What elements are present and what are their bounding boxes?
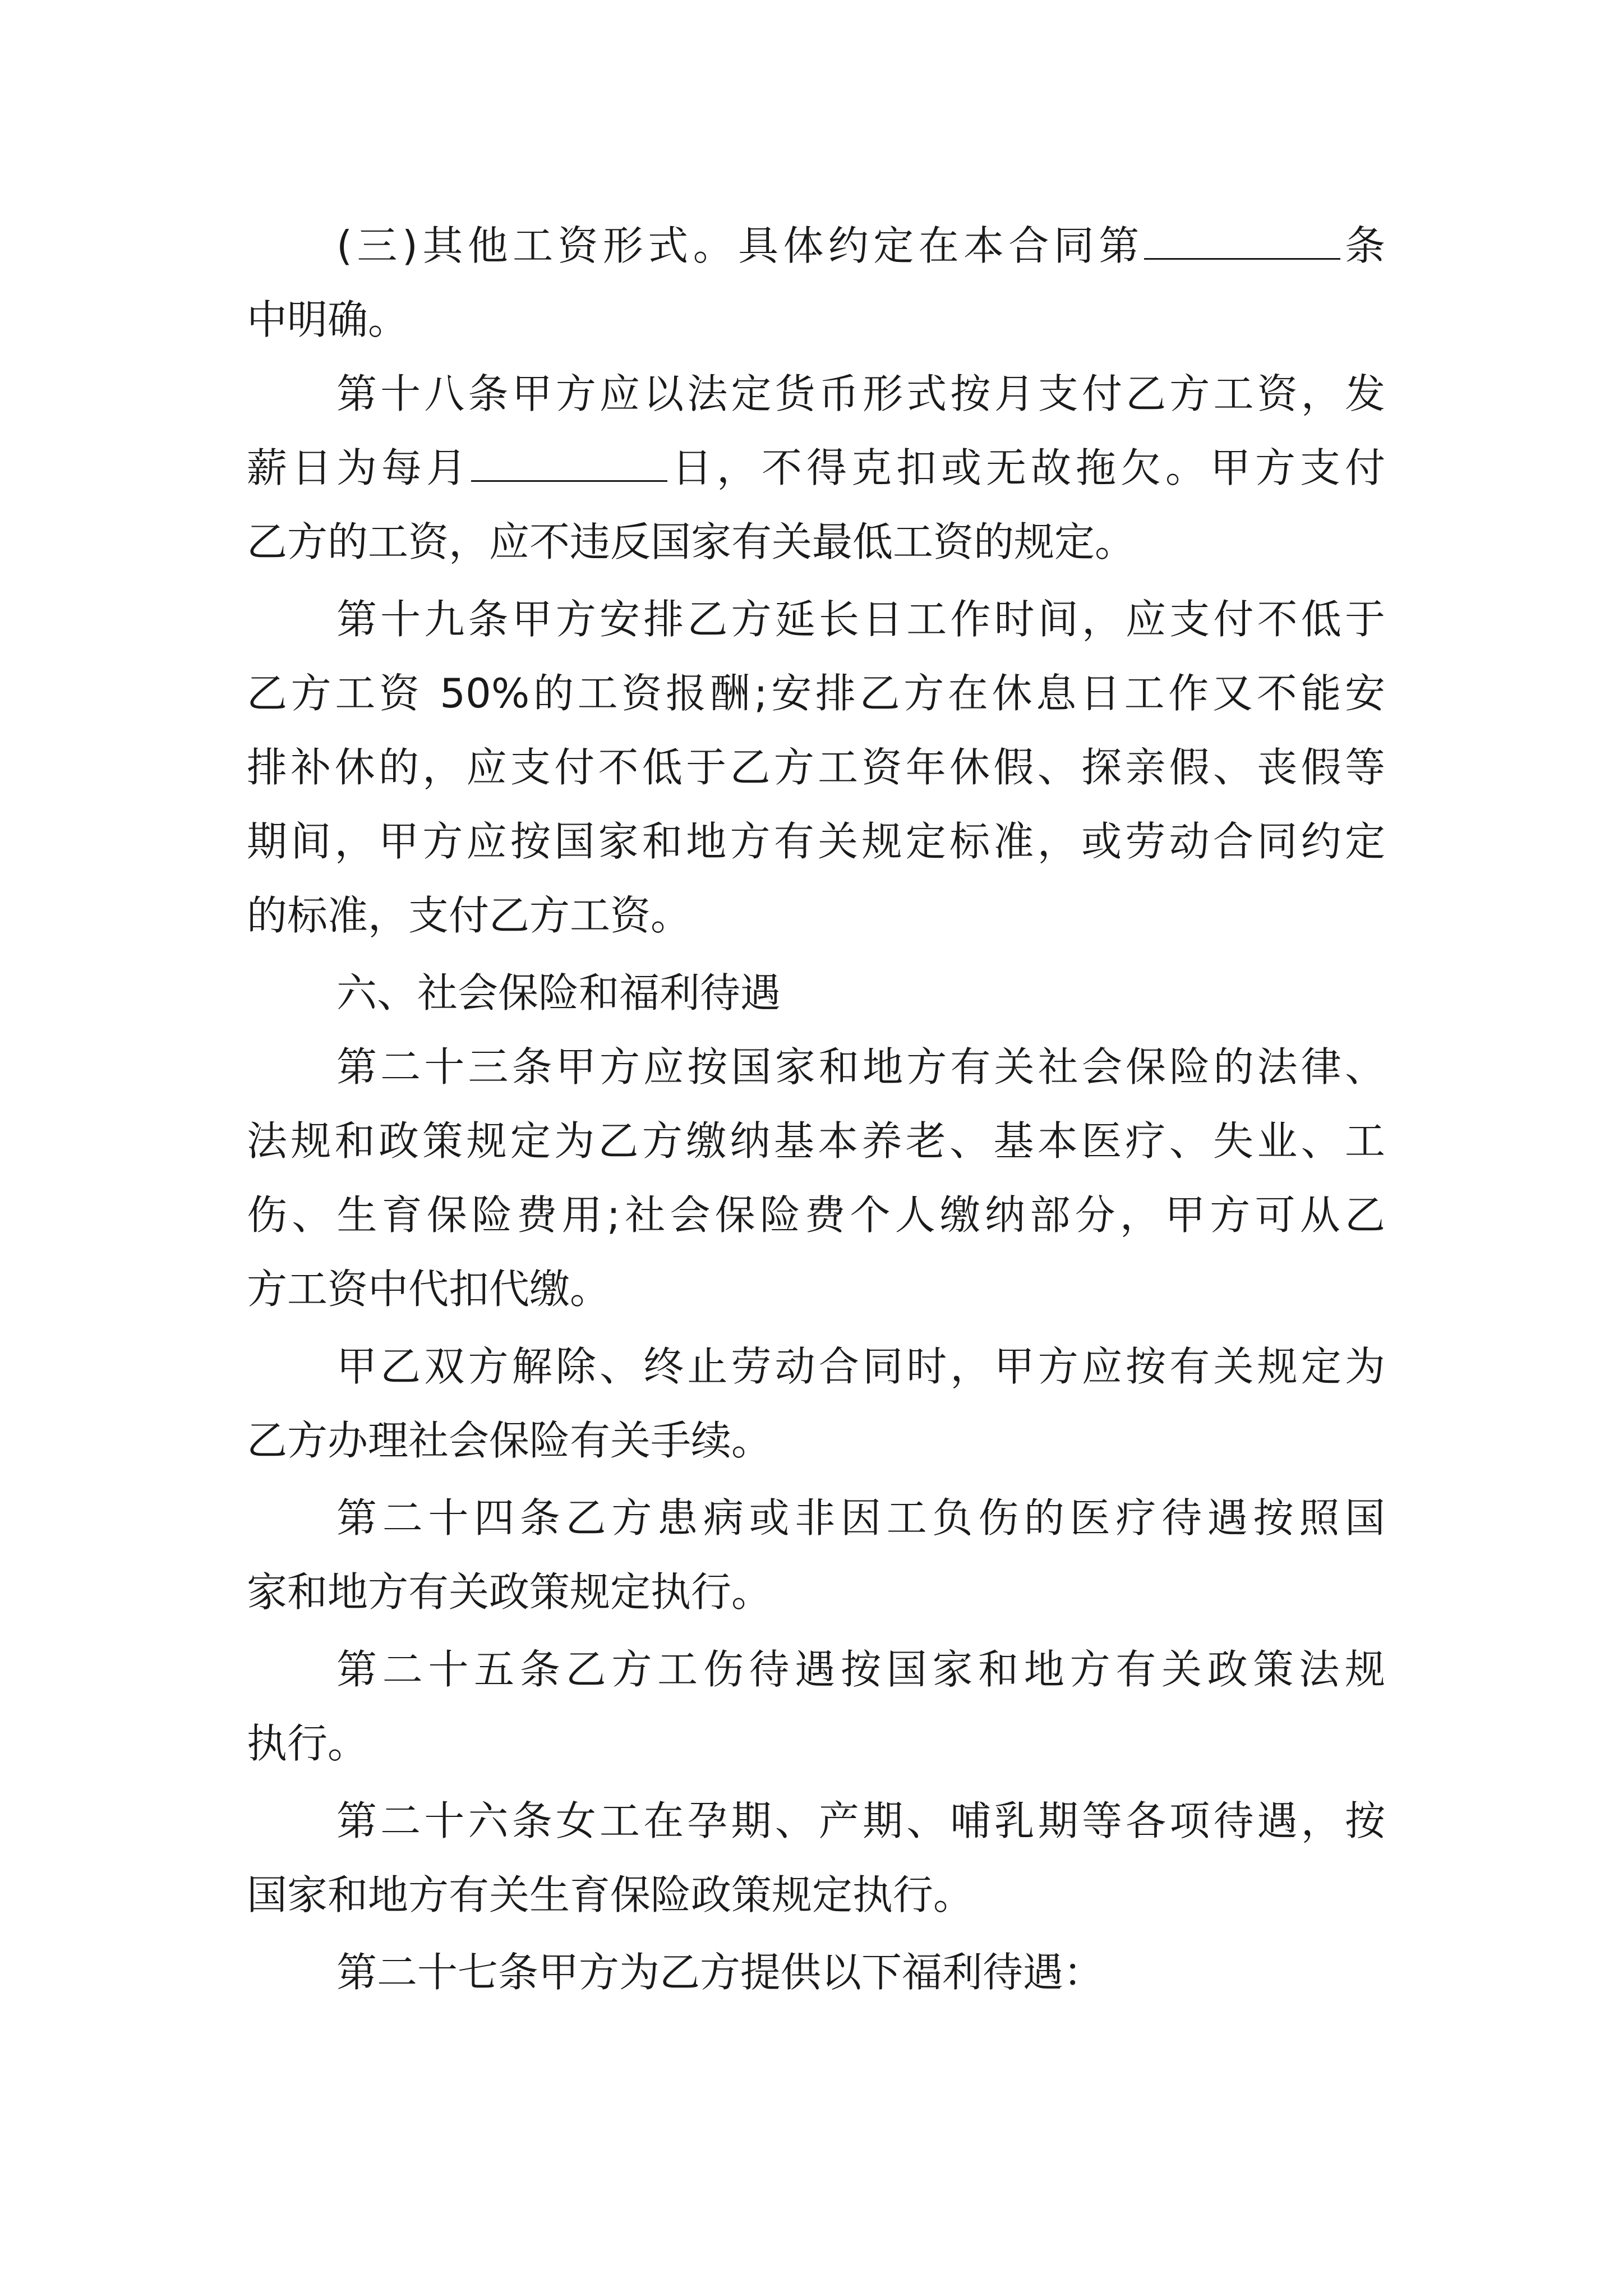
- line-19: 家和地方有关政策规定执行。: [247, 1568, 772, 1616]
- line-16: 甲乙双方解除、终止劳动合同时，甲方应按有关规定为: [336, 1343, 1385, 1390]
- text-run: (三)其他工资形式。具体约定在本合同第: [336, 222, 1144, 269]
- text-run: 条: [1340, 222, 1385, 269]
- blank-field-article-number: [1144, 224, 1340, 260]
- line-6: 第十九条甲方安排乙方延长日工作时间，应支付不低于: [336, 596, 1385, 643]
- line-12: 第二十三条甲方应按国家和地方有关社会保险的法律、: [336, 1043, 1385, 1091]
- line-21: 执行。: [247, 1720, 368, 1767]
- line-23: 国家和地方有关生育保险政策规定执行。: [247, 1871, 974, 1918]
- line-8: 排补休的，应支付不低于乙方工资年休假、探亲假、丧假等: [247, 744, 1385, 791]
- section-heading: 六、社会保险和福利待遇: [336, 969, 781, 1016]
- line-20: 第二十五条乙方工伤待遇按国家和地方有关政策法规: [336, 1646, 1385, 1693]
- blank-field-pay-day: [471, 447, 667, 482]
- line-1: [247, 212, 1385, 279]
- line-24: 第二十七条甲方为乙方提供以下福利待遇：: [336, 1949, 1104, 1996]
- line-7: 乙方工资 50%的工资报酬;安排乙方在休息日工作又不能安: [247, 670, 1385, 717]
- line-2: 中明确。: [247, 296, 409, 343]
- line-22: 第二十六条女工在孕期、产期、哺乳期等各项待遇，按: [336, 1797, 1385, 1844]
- line-5: 乙方的工资，应不违反国家有关最低工资的规定。: [247, 518, 1136, 565]
- line-17: 乙方办理社会保险有关手续。: [247, 1417, 772, 1464]
- line-15: 方工资中代扣代缴。: [247, 1266, 611, 1313]
- line-9: 期间，甲方应按国家和地方有关规定标准，或劳动合同约定: [247, 818, 1385, 865]
- line-3: 第十八条甲方应以法定货币形式按月支付乙方工资，发: [336, 370, 1385, 417]
- text-run: 薪日为每月: [247, 444, 471, 491]
- line-13: 法规和政策规定为乙方缴纳基本养老、基本医疗、失业、工: [247, 1117, 1385, 1165]
- line-14: 伤、生育保险费用;社会保险费个人缴纳部分，甲方可从乙: [247, 1191, 1385, 1239]
- text-run: 日，不得克扣或无故拖欠。甲方支付: [667, 444, 1385, 491]
- line-18: 第二十四条乙方患病或非因工负伤的医疗待遇按照国: [336, 1494, 1385, 1542]
- line-10: 的标准，支付乙方工资。: [247, 892, 691, 939]
- line-4: [247, 434, 1385, 501]
